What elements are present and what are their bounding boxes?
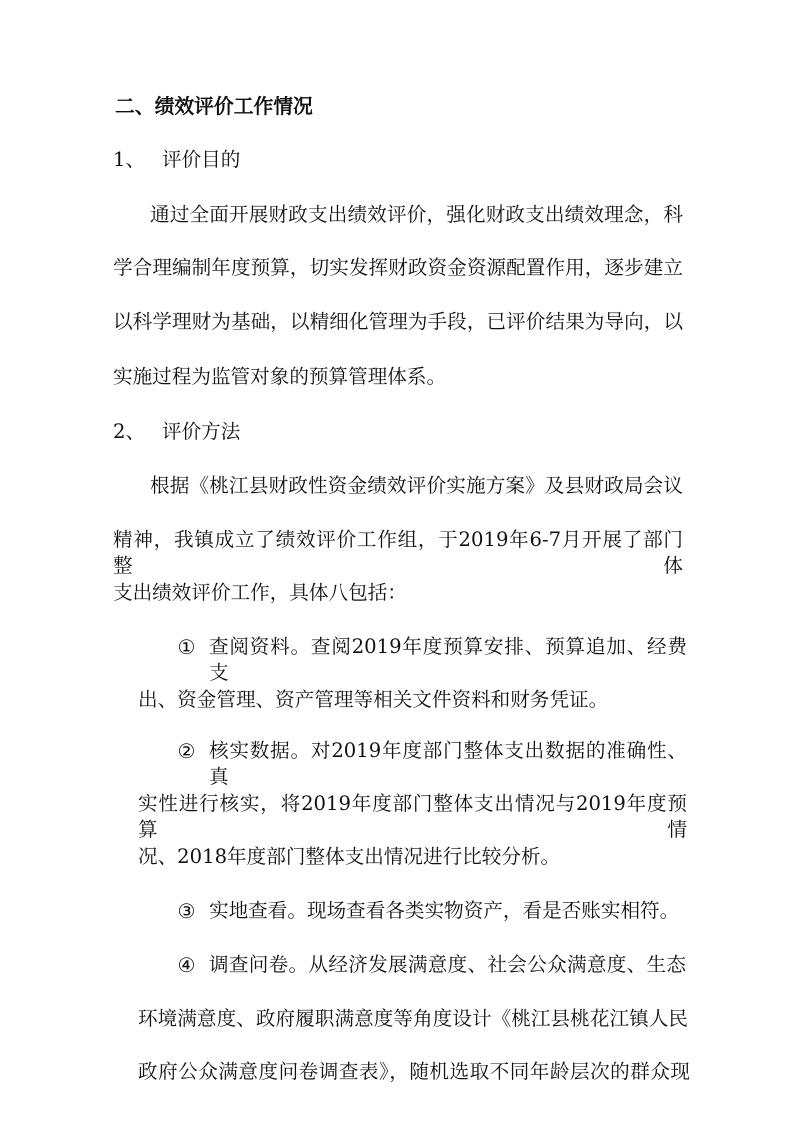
list-item-line: 实性进行核实，将2019年度部门整体支出情况与2019年度预算情: [138, 792, 687, 841]
paragraph-line: 实施过程为监管对象的预算管理体系。: [113, 365, 447, 388]
subsection-title: 评价目的: [162, 148, 241, 171]
list-item-marker: ④: [177, 953, 196, 977]
list-item-line: 环境满意度、政府履职满意度等角度设计《桃江县桃花江镇人民: [138, 1007, 688, 1030]
list-item-first-line: [175, 738, 687, 788]
subsection-number: 1、: [113, 148, 146, 171]
list-item-marker: ③: [177, 899, 196, 923]
paragraph-line: 以科学理财为基础，以精细化管理为手段，已评价结果为导向，以: [113, 310, 683, 333]
list-item-text: 调查问卷。从经济发展满意度、社会公众满意度、生态: [209, 953, 686, 976]
list-item-marker: ①: [177, 635, 196, 659]
list-item-text: 实地查看。现场查看各类实物资产，看是否账实相符。: [209, 899, 680, 922]
list-item-first-line: [175, 634, 687, 684]
list-item-first-line: [175, 898, 690, 924]
list-item-marker: ②: [177, 739, 196, 763]
subsection-number: 2、: [113, 420, 146, 443]
list-item-line: 况、2018年度部门整体支出情况进行比较分析。: [138, 845, 561, 868]
paragraph-line: 精神，我镇成立了绩效评价工作组，于2019年6-7月开展了部门整体: [113, 528, 683, 577]
paragraph-line: 支出绩效评价工作，具体八包括：: [113, 581, 407, 604]
section-heading: 二、绩效评价工作情况: [115, 94, 313, 118]
paragraph-line: 通过全面开展财政支出绩效评价，强化财政支出绩效理念，科: [150, 203, 683, 226]
list-item-line: 出、资金管理、资产管理等相关文件资料和财务凭证。: [138, 688, 609, 711]
subsection-title: 评价方法: [162, 420, 241, 443]
list-item-first-line: [175, 952, 686, 978]
list-item-text: 核实数据。对2019年度部门整体支出数据的准确性、真: [209, 739, 687, 788]
paragraph-line: 学合理编制年度预算，切实发挥财政资金资源配置作用，逐步建立: [113, 256, 683, 279]
list-item-text: 查阅资料。查阅2019年度预算安排、预算追加、经费支: [209, 635, 687, 684]
list-item-line: 政府公众满意度问卷调查表》，随机选取不同年龄层次的群众现: [138, 1060, 690, 1083]
paragraph-line: 根据《桃江县财政性资金绩效评价实施方案》及县财政局会议: [150, 474, 683, 497]
